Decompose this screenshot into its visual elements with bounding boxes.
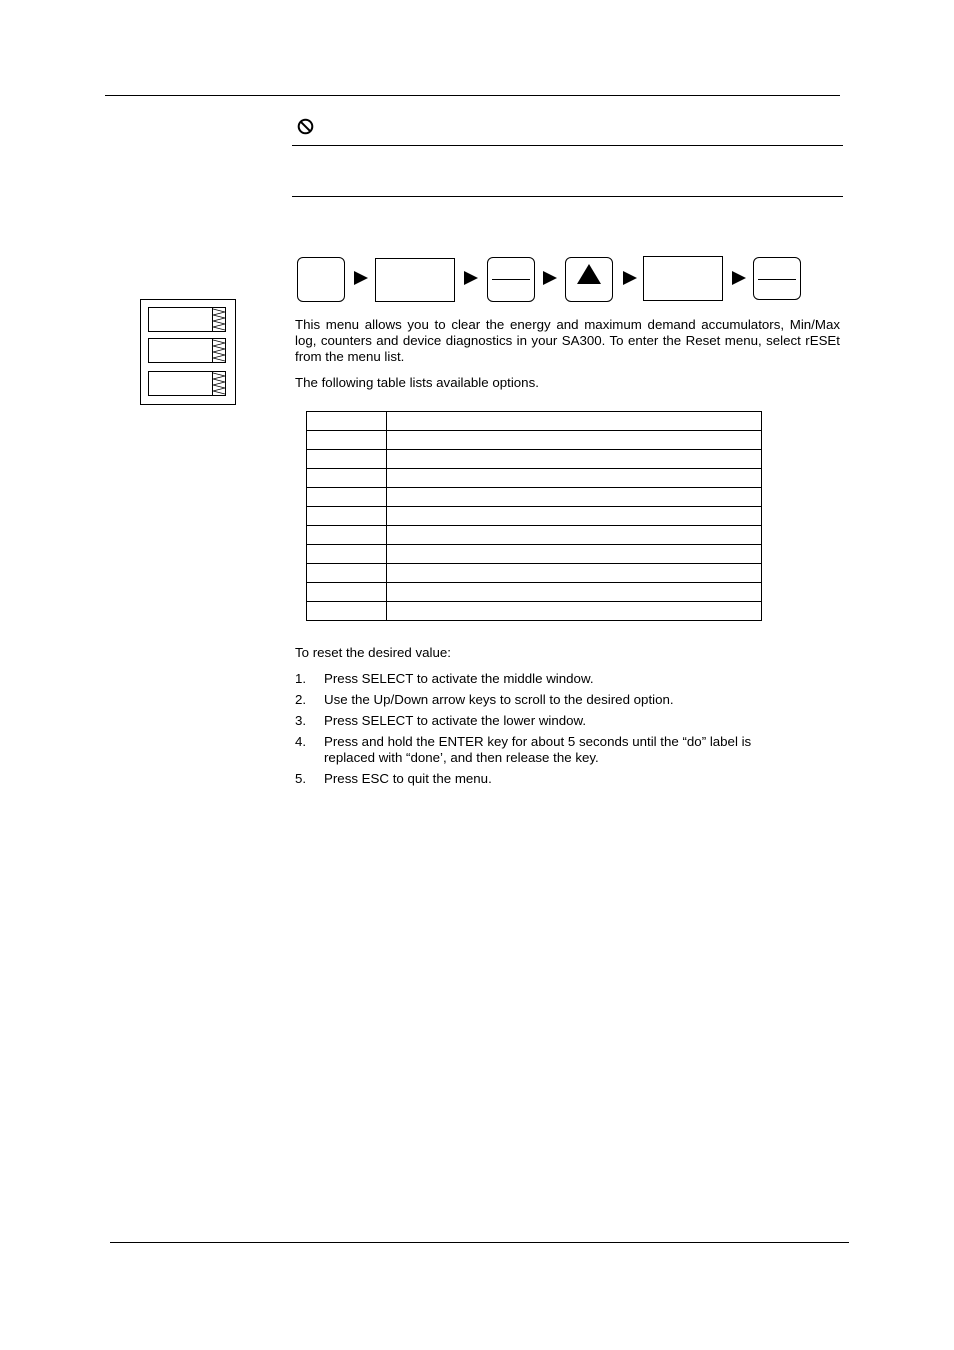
enter-key (753, 257, 801, 300)
table-row (307, 469, 762, 488)
right-arrow-icon (543, 271, 557, 285)
reset-intro: To reset the desired value: (295, 645, 451, 660)
right-arrow-icon (354, 271, 368, 285)
table-row (307, 450, 762, 469)
notice-rule-top (292, 145, 843, 146)
table-row (307, 564, 762, 583)
prohibition-icon (297, 118, 314, 135)
header-rule (105, 95, 840, 96)
footer-rule (110, 1242, 849, 1243)
step-number: 1. (295, 671, 307, 686)
table-row (307, 602, 762, 621)
list-item (295, 713, 755, 729)
table-intro: The following table lists available options. (295, 375, 539, 390)
zigzag-icon (212, 339, 225, 362)
table-header-row (307, 412, 762, 431)
step-number: 2. (295, 692, 307, 707)
reset-steps-list (295, 671, 755, 792)
up-arrow-icon (577, 264, 601, 284)
list-item (295, 771, 755, 787)
right-arrow-icon (732, 271, 746, 285)
display-window (375, 258, 455, 302)
step-text: Press SELECT to activate the lower window. (324, 713, 587, 728)
list-item (295, 671, 755, 687)
reset-options-table (306, 411, 762, 621)
table-row (307, 583, 762, 602)
right-arrow-icon (464, 271, 478, 285)
middle-window (148, 338, 226, 363)
upper-window (148, 307, 226, 332)
zigzag-icon (212, 308, 225, 331)
step-text: Use the Up/Down arrow keys to scroll to the desired option. (324, 692, 674, 707)
intro-paragraph: This menu allows you to clear the energy and maximum demand accumulators, Min/Max log, counters and device diagnostics in your SA300. To enter the Reset menu, select rESEt from the menu list. (295, 317, 840, 364)
table-row (307, 545, 762, 564)
step-text: Press ESC to quit the menu. (324, 771, 492, 786)
table-row (307, 526, 762, 545)
table-row (307, 507, 762, 526)
notice-rule-bottom (292, 196, 843, 197)
step-text: Press SELECT to activate the middle window. (324, 671, 594, 686)
step-number: 4. (295, 734, 307, 749)
right-arrow-icon (623, 271, 637, 285)
lower-window (148, 371, 226, 396)
zigzag-icon (212, 372, 225, 395)
device-display-panel (140, 299, 236, 405)
menu-key (297, 257, 345, 302)
step-number: 5. (295, 771, 307, 786)
display-window (643, 256, 723, 301)
table-row (307, 488, 762, 507)
select-key (487, 257, 535, 302)
table-row (307, 431, 762, 450)
step-number: 3. (295, 713, 307, 728)
step-text: Press and hold the ENTER key for about 5 seconds until the “do” label is replaced with “done’, and then release the key. (324, 734, 752, 765)
list-item (295, 692, 755, 708)
up-arrow-key (565, 257, 613, 302)
list-item (295, 734, 755, 766)
